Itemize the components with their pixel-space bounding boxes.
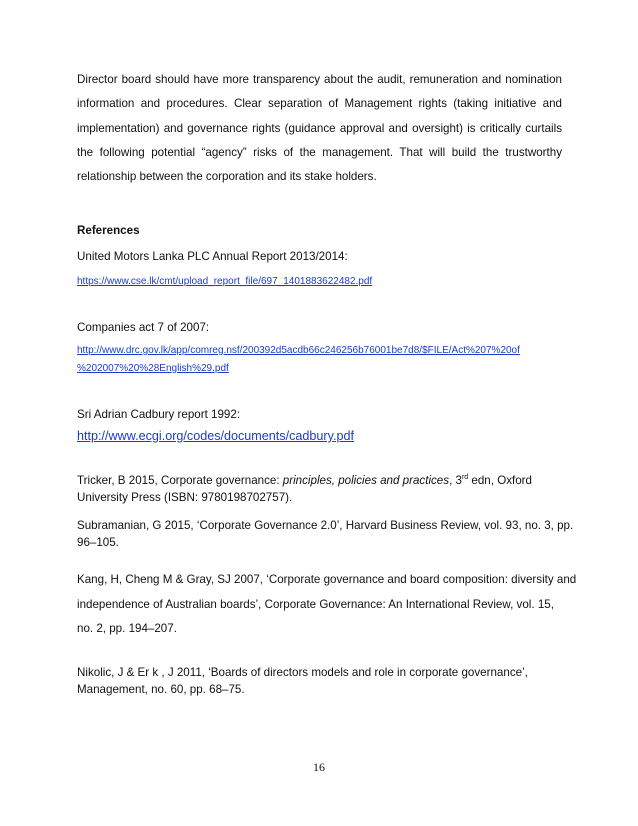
reference-companies-act-link[interactable]: http://www.drc.gov.lk/app/comreg.nsf/200392d5acdb66c246256b76001be7d8/$FILE/Act%207%20of [77, 345, 520, 356]
body-paragraph: Director board should have more transparency about the audit, remuneration and nomination information and procedures. Clear separation of Management rights (taking initiative and implementation) and governance rights (guidance approval and oversight) is critically curtails the following potential “agency” risks of the management. That will build the trustworthy relationship between the corporation and its stake holders. [77, 73, 562, 184]
reference-tricker-text-c: edn, Oxford [468, 474, 532, 487]
reference-companies-act-link-continued[interactable]: %202007%20%28English%29.pdf [77, 363, 229, 374]
reference-tricker [77, 474, 532, 487]
reference-united-motors-title: United Motors Lanka PLC Annual Report 2013/2014: [77, 250, 348, 263]
reference-tricker-superscript: rd [461, 474, 469, 482]
page-number: 16 [313, 760, 325, 774]
reference-subramanian-line1: Subramanian, G 2015, ‘Corporate Governance 2.0’, Harvard Business Review, vol. 93, no. 3, pp. [77, 519, 574, 532]
reference-nikolic-line1: Nikolic, J & Er k , J 2011, ‘Boards of directors models and role in corporate governance’, [77, 666, 528, 679]
reference-tricker-line2: University Press (ISBN: 9780198702757). [77, 491, 293, 504]
reference-companies-act-title: Companies act 7 of 2007: [77, 321, 210, 334]
reference-cadbury-link[interactable]: http://www.ecgi.org/codes/documents/cadbury.pdf [77, 429, 354, 443]
reference-kang-line3: no. 2, pp. 194–207. [77, 622, 177, 635]
reference-kang-line1: Kang, H, Cheng M & Gray, SJ 2007, ‘Corporate governance and board composition: diversity and [77, 573, 577, 586]
references-heading: References [77, 224, 140, 237]
reference-united-motors-link[interactable]: https://www.cse.lk/cmt/upload_report_file/697_1401883622482.pdf [77, 276, 373, 287]
reference-tricker-book-title: principles, policies and practices [282, 474, 450, 487]
reference-cadbury-title: Sri Adrian Cadbury report 1992: [77, 408, 241, 421]
reference-tricker-text-b: , 3 [449, 474, 462, 487]
reference-nikolic-line2: Management, no. 60, pp. 68–75. [77, 683, 245, 696]
reference-tricker-text: Tricker, B 2015, Corporate governance: [77, 474, 283, 487]
reference-subramanian-line2: 96–105. [77, 536, 119, 549]
reference-kang-line2: independence of Australian boards’, Corporate Governance: An International Review, vol. 15, [77, 598, 554, 611]
